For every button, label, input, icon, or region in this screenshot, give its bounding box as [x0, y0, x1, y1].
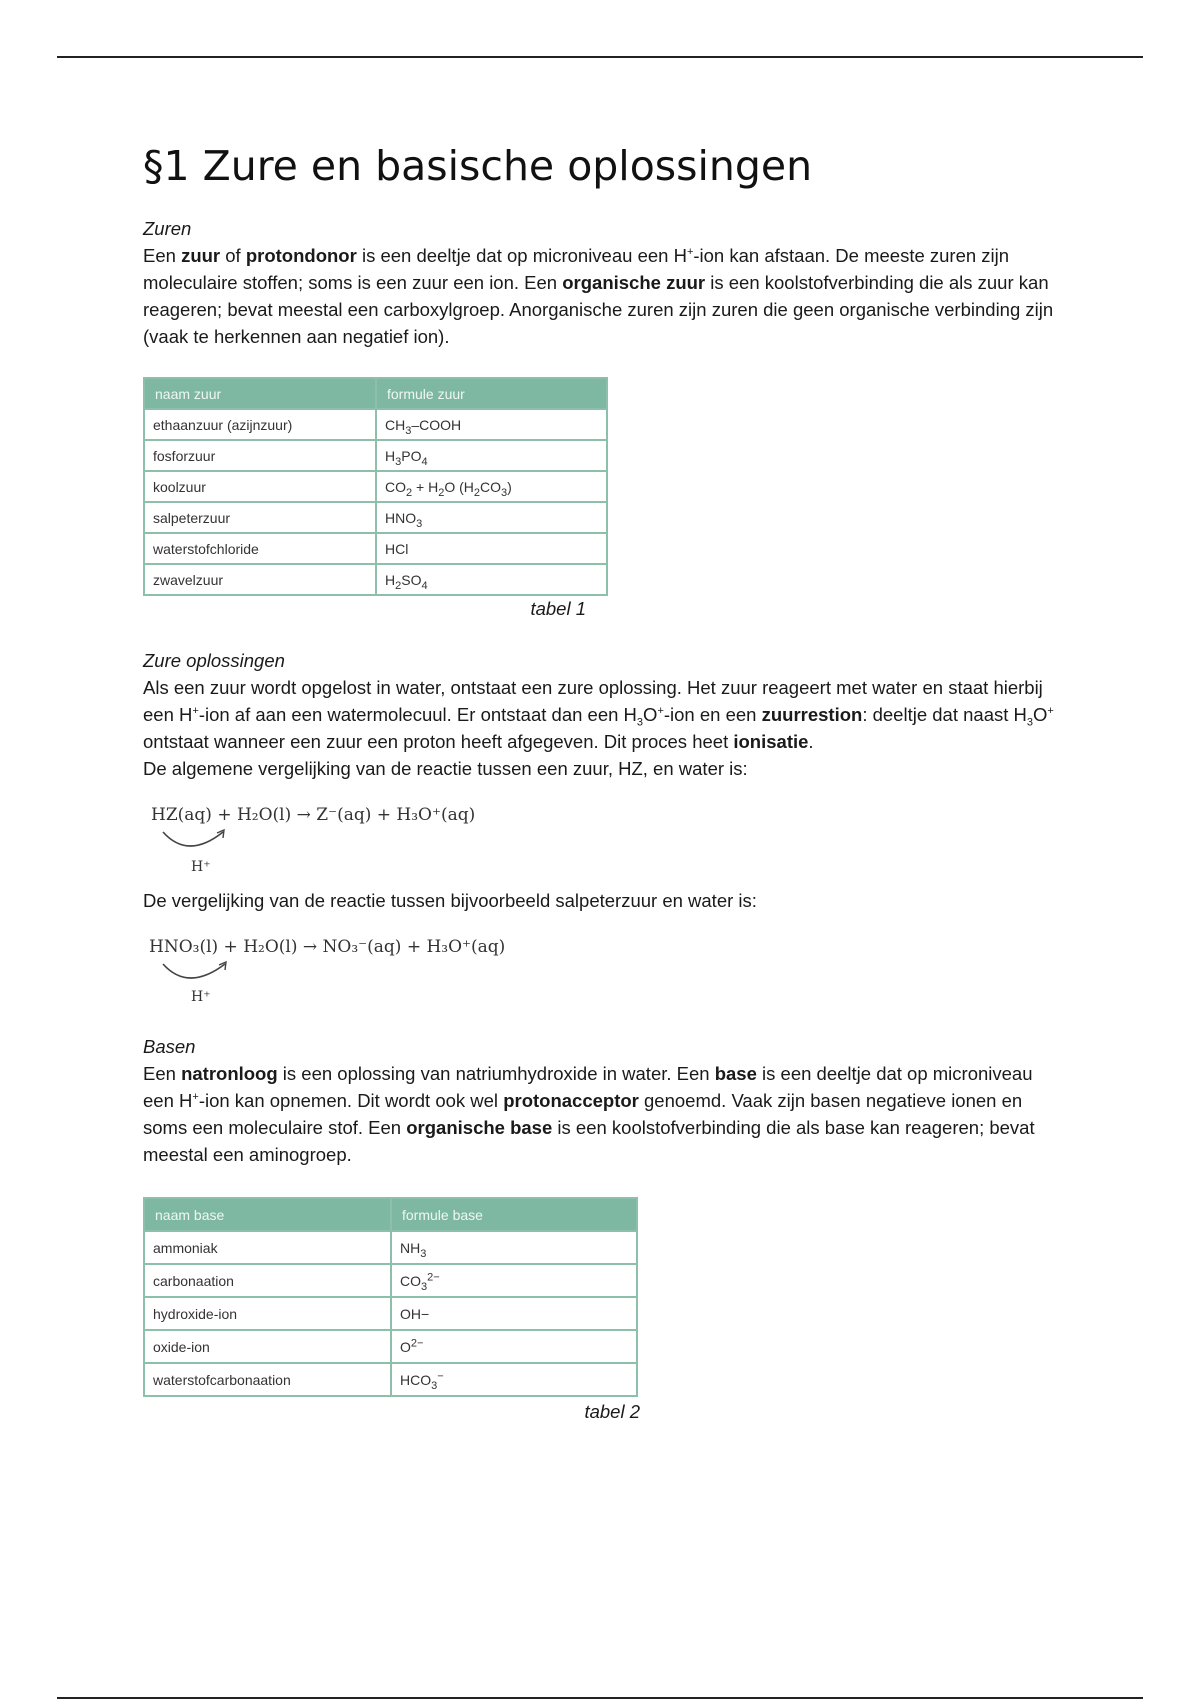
- section-bases: [143, 1033, 1063, 1168]
- section-heading: Basen: [143, 1036, 196, 1058]
- table-row: [144, 533, 607, 564]
- equation-label: H⁺: [191, 989, 211, 1006]
- table-cell: waterstofchloride: [144, 533, 376, 564]
- table-cell: $CH_3$–COOH: [376, 409, 607, 440]
- table-cell: $O^{2-}$: [391, 1330, 637, 1363]
- table-header: formule zuur: [376, 378, 607, 409]
- table-cell: ethaanzuur (azijnzuur): [144, 409, 376, 440]
- equation-general: [143, 805, 1063, 885]
- table-row: [144, 1297, 637, 1330]
- table-cell: HCl: [376, 533, 607, 564]
- acid-table: [143, 377, 608, 596]
- table-caption: tabel 1: [530, 598, 586, 620]
- paragraph: Een zuur of protondonor is een deeltje dat op microniveau een H+-ion kan afstaan. De meeste zuren zijn moleculaire stoffen; soms is een zuur een ion. Een organische zuur is een koolstofverbinding die als zuur kan reageren; bevat meestal een carboxylgroep. Anorganische zuren zijn zuren die geen organische verbinding zijn (vaak te herkennen aan negatief ion).: [143, 245, 1054, 348]
- base-table: [143, 1197, 638, 1397]
- section-solutions: [143, 647, 1063, 1017]
- table-cell: $HCO_3^-$: [391, 1363, 637, 1396]
- table-cell: $HNO_3$: [376, 502, 607, 533]
- section-acids: [143, 215, 1063, 350]
- equation-text: HNO₃(l) + H₂O(l) → NO₃⁻(aq) + H₃O⁺(aq): [149, 937, 506, 958]
- table-cell: oxide-ion: [144, 1330, 391, 1363]
- equation-text: HZ(aq) + H₂O(l) → Z⁻(aq) + H₃O⁺(aq): [151, 805, 476, 826]
- table2-wrapper: [143, 1197, 1063, 1423]
- document-page: [143, 130, 1063, 1423]
- table-row: [144, 1363, 637, 1396]
- table-cell: $CO_2 + H_2O$ $(H_2CO_3)$: [376, 471, 607, 502]
- table-cell: fosforzuur: [144, 440, 376, 471]
- table-header: naam zuur: [144, 378, 376, 409]
- table-caption: tabel 2: [584, 1401, 640, 1423]
- table-cell: carbonaation: [144, 1264, 391, 1297]
- table-row: [144, 1330, 637, 1363]
- equation-nitric: [143, 937, 1063, 1017]
- table-row: [144, 564, 607, 595]
- paragraph: De algemene vergelijking van de reactie tussen een zuur, HZ, en water is:: [143, 758, 748, 780]
- table-cell: OH−: [391, 1297, 637, 1330]
- section-heading: Zuren: [143, 218, 192, 240]
- table-cell: $H_2SO_4$: [376, 564, 607, 595]
- equation-label: H⁺: [191, 859, 211, 876]
- table-cell: waterstofcarbonaation: [144, 1363, 391, 1396]
- table-cell: salpeterzuur: [144, 502, 376, 533]
- page-title: §1 Zure en basische oplossingen: [143, 142, 813, 190]
- table-row: [144, 502, 607, 533]
- table-cell: zwavelzuur: [144, 564, 376, 595]
- table-row: [144, 1264, 637, 1297]
- top-rule: [57, 56, 1143, 58]
- paragraph: Als een zuur wordt opgelost in water, ontstaat een zure oplossing. Het zuur reageert met water en staat hierbij een H+-ion af aan een watermolecuul. Er ontstaat dan een $H_3O^+$-ion en een zuurrestion: deeltje dat naast $H_3O^+$ ontstaat wanneer een zuur een proton heeft afgegeven. Dit proces heet ionisatie.: [143, 677, 1054, 753]
- table-cell: hydroxide-ion: [144, 1297, 391, 1330]
- table-header: formule base: [391, 1198, 637, 1231]
- table-cell: koolzuur: [144, 471, 376, 502]
- table-header: naam base: [144, 1198, 391, 1231]
- table-row: [144, 440, 607, 471]
- table-row: [144, 1231, 637, 1264]
- table-row: [144, 471, 607, 502]
- table-row: [144, 409, 607, 440]
- paragraph: De vergelijking van de reactie tussen bijvoorbeeld salpeterzuur en water is:: [143, 890, 757, 912]
- table-cell: $H_3PO_4$: [376, 440, 607, 471]
- section-heading: Zure oplossingen: [143, 650, 285, 672]
- paragraph: Een natronloog is een oplossing van natriumhydroxide in water. Een base is een deeltje dat op microniveau een H+-ion kan opnemen. Dit wordt ook wel protonacceptor genoemd. Vaak zijn basen negatieve ionen en soms een moleculaire stof. Een organische base is een koolstofverbinding die als base kan reageren; bevat meestal een aminogroep.: [143, 1063, 1035, 1166]
- bottom-rule: [57, 1697, 1143, 1699]
- table1-wrapper: [143, 377, 1063, 620]
- table-cell: $CO_3^{2-}$: [391, 1264, 637, 1297]
- table-cell: $NH_3$: [391, 1231, 637, 1264]
- table-cell: ammoniak: [144, 1231, 391, 1264]
